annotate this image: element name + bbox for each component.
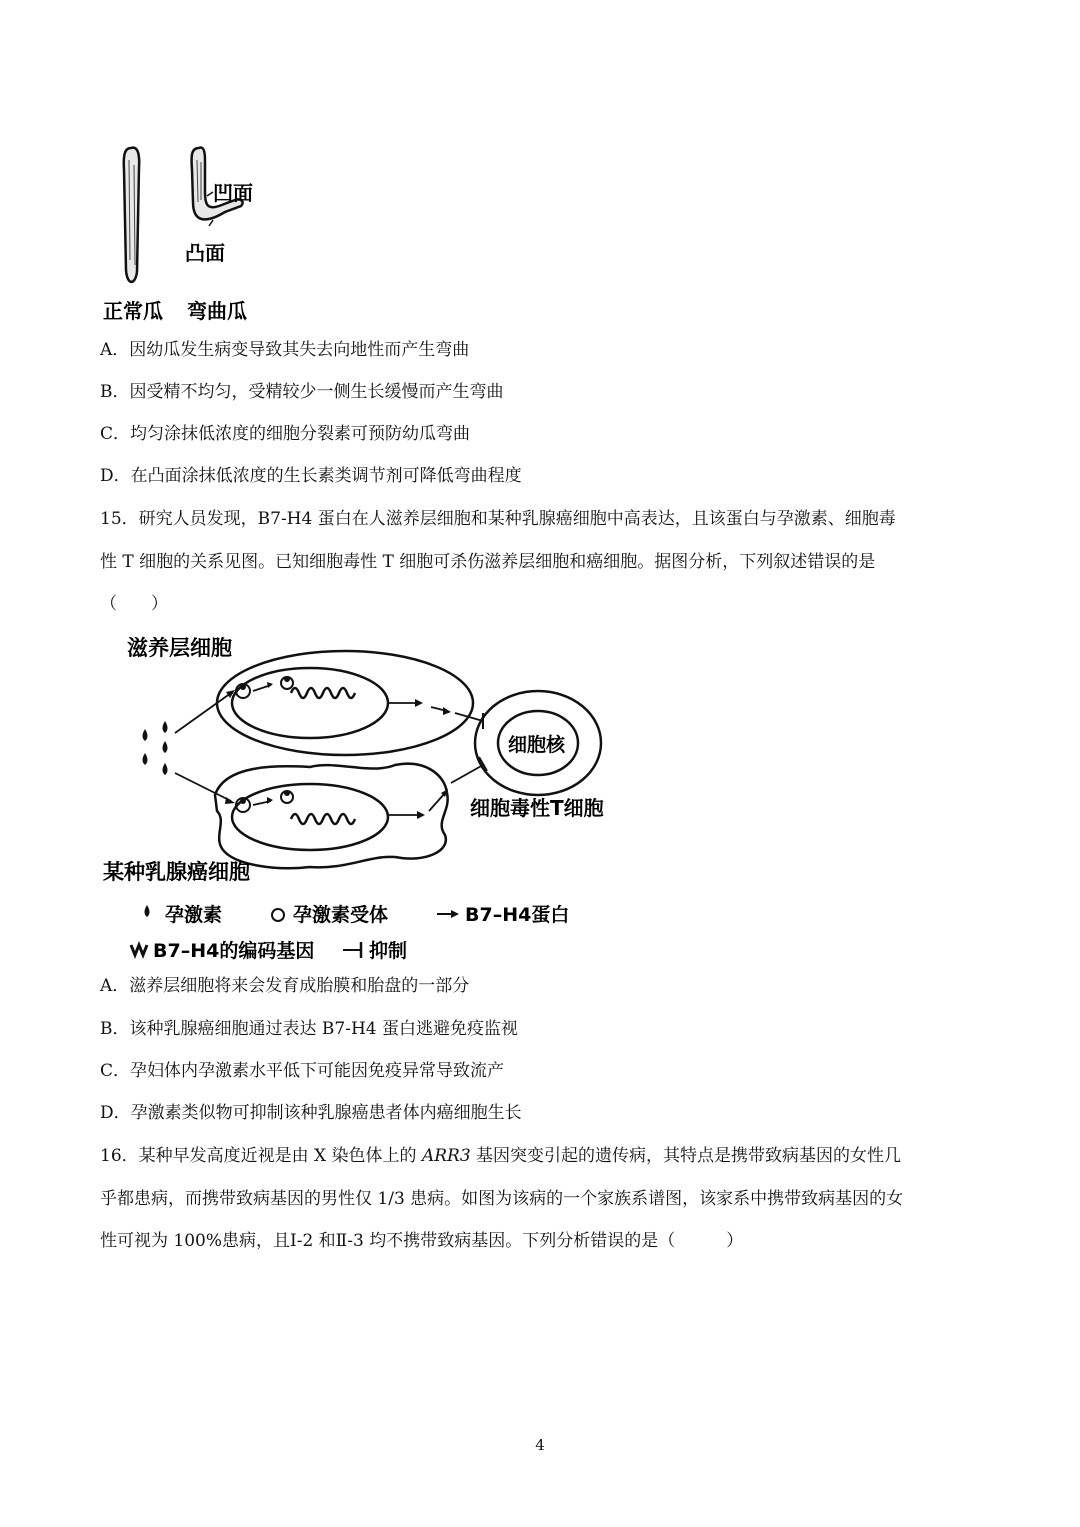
trophoblast-cell <box>217 651 473 755</box>
legend-progesterone-icon <box>145 905 150 917</box>
q14-option-a: A．因幼瓜发生病变导致其失去向地性而产生弯曲 <box>100 340 470 360</box>
label-nucleus: 细胞核 <box>508 734 566 756</box>
q16-stem-line2: 乎都患病，而携带致病基因的男性仅 1/3 患病。如图为该病的一个家族系谱图，该家系中携带致病基因的女 <box>100 1189 904 1209</box>
cucumber-figure <box>95 140 295 330</box>
label-trophoblast: 滋养层细胞 <box>127 636 232 660</box>
gene-name-arr3: ARR3 <box>421 1146 471 1166</box>
legend-receptor-icon <box>272 909 284 921</box>
q15-option-a: A．滋养层细胞将来会发育成胎膜和胎盘的一部分 <box>100 976 470 996</box>
q16-stem-line1 <box>100 1145 901 1167</box>
b7h4-diagram <box>95 625 625 965</box>
q15-stem-line2: 性 T 细胞的关系见图。已知细胞毒性 T 细胞可杀伤滋养层细胞和癌细胞。据图分析，下列叙述错误的是 <box>100 552 876 572</box>
progesterone-molecules <box>143 721 168 775</box>
q14-option-d: D．在凸面涂抹低浓度的生长素类调节剂可降低弯曲程度 <box>100 466 522 486</box>
label-normal: 正常瓜 <box>103 299 163 323</box>
q16-text-post: 基因突变引起的遗传病，其特点是携带致病基因的女性几 <box>470 1146 902 1166</box>
q14-option-b: B．因受精不均匀，受精较少一侧生长缓慢而产生弯曲 <box>100 382 504 402</box>
cancer-cell <box>215 764 448 868</box>
normal-cucumber-shape <box>124 148 139 282</box>
q16-stem-line3: 性可视为 100%患病，且Ⅰ-2 和Ⅱ-3 均不携带致病基因。下列分析错误的是（ ） <box>100 1231 744 1251</box>
legend-inhibit: 抑制 <box>369 940 408 962</box>
q15-option-b: B．该种乳腺癌细胞通过表达 B7-H4 蛋白逃避免疫监视 <box>100 1019 518 1039</box>
legend-protein: B7–H4蛋白 <box>465 904 570 926</box>
legend-receptor: 孕激素受体 <box>293 904 389 926</box>
page-number: 4 <box>535 1436 545 1454</box>
q15-stem-line3: （ ） <box>100 594 168 614</box>
legend-gene-icon <box>131 945 147 955</box>
label-cancer: 某种乳腺癌细胞 <box>103 860 250 884</box>
q15-stem-line1: 15．研究人员发现，B7-H4 蛋白在人滋养层细胞和某种乳腺癌细胞中高表达，且该蛋白与孕激素、细胞毒 <box>100 509 896 529</box>
legend-gene: B7–H4的编码基因 <box>153 940 315 962</box>
label-convex: 凸面 <box>185 241 225 265</box>
q15-option-d: D．孕激素类似物可抑制该种乳腺癌患者体内癌细胞生长 <box>100 1103 522 1123</box>
trophoblast-nucleus <box>232 668 388 738</box>
q14-option-c: C．均匀涂抹低浓度的细胞分裂素可预防幼瓜弯曲 <box>100 424 471 444</box>
label-concave: 凹面 <box>213 181 253 205</box>
legend-progesterone: 孕激素 <box>165 904 223 926</box>
q16-text-pre: 16．某种早发高度近视是由 X 染色体上的 <box>100 1146 422 1166</box>
cancer-nucleus <box>232 784 388 850</box>
label-curved: 弯曲瓜 <box>187 299 247 323</box>
q15-option-c: C．孕妇体内孕激素水平低下可能因免疫异常导致流产 <box>100 1061 505 1081</box>
label-tcell: 细胞毒性T细胞 <box>470 796 604 820</box>
